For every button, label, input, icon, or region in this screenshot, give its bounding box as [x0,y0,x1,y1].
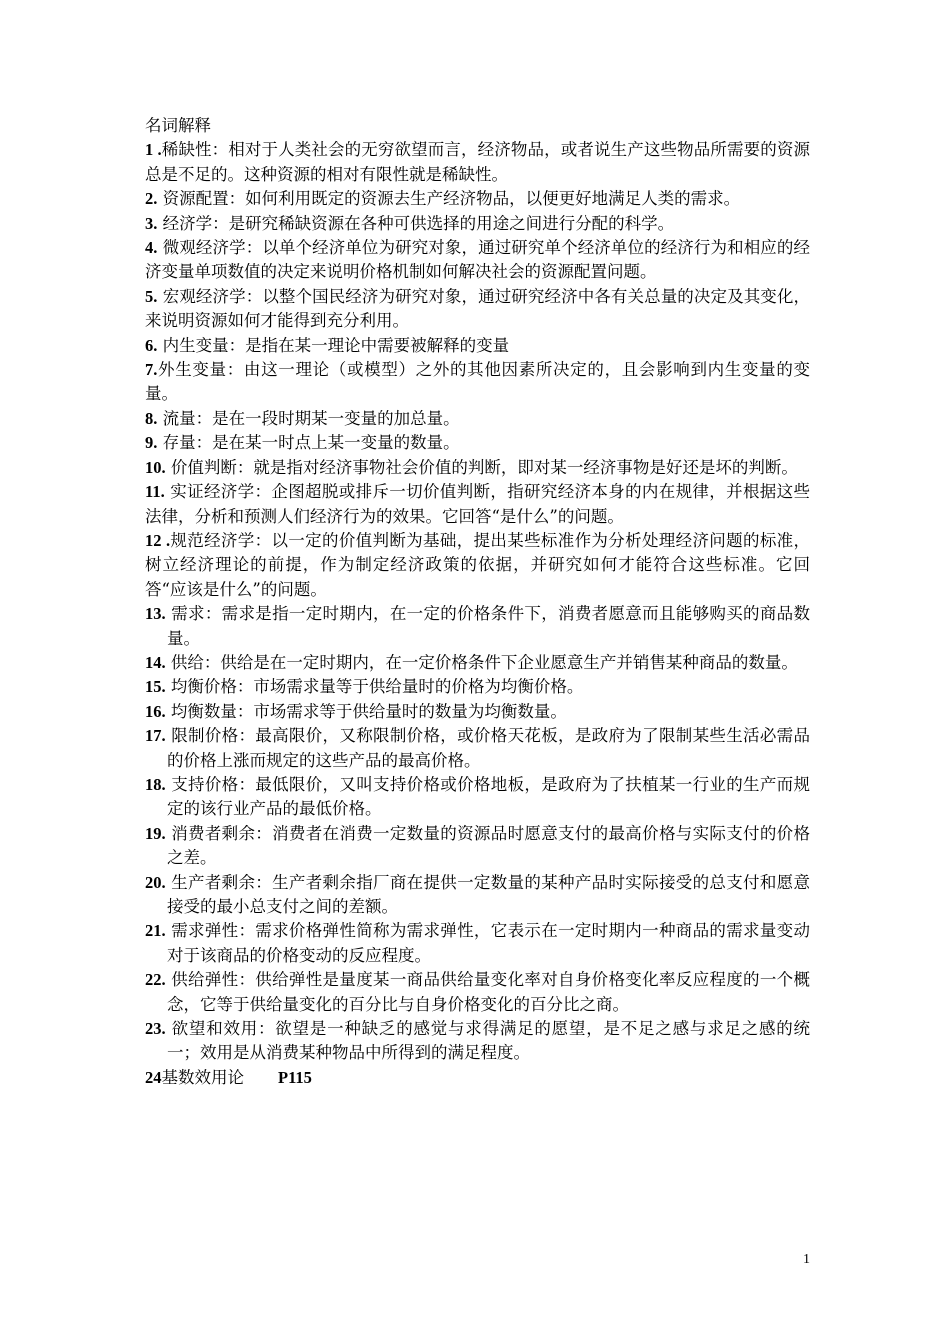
item-text: 消费者剩余：消费者在消费一定数量的资源品时愿意支付的最高价格与实际支付的价格之差。 [165,823,810,868]
item-text: 基数效用论 [161,1067,244,1087]
list-item [145,480,810,529]
document-body [145,114,810,1090]
list-item [145,919,810,968]
item-number: 11. [145,482,165,502]
page-number: 1 [803,1252,810,1267]
list-item [145,334,810,358]
item-number: 3. [145,213,158,233]
item-text: 稀缺性：相对于人类社会的无穷欲望而言，经济物品，或者说生产这些物品所需要的资源总是不足的。这种资源的相对有限性就是稀缺性。 [145,140,810,184]
item-number: 12 . [145,530,171,550]
item-text: 支持价格：最低限价，又叫支持价格或价格地板，是政府为了扶植某一行业的生产而规定的该行业产品的最低价格。 [165,774,810,819]
item-number: 24 [145,1067,162,1087]
item-number: 22. [145,970,166,990]
item-number: 14. [145,652,166,672]
item-number: 13. [145,604,166,624]
list-item [145,529,810,602]
item-text: 需求弹性：需求价格弹性简称为需求弹性，它表示在一定时期内一种商品的需求量变动对于该商品的价格变动的反应程度。 [165,921,810,965]
item-text: 价值判断：就是指对经济事物社会价值的判断，即对某一经济事物是好还是坏的判断。 [165,457,798,477]
item-text: 均衡数量：市场需求等于供给量时的数量为均衡数量。 [165,701,567,721]
item-text: 流量：是在一段时期某一变量的加总量。 [157,408,460,428]
item-number: 17. [145,726,166,746]
list-item [145,358,810,407]
list-item [145,138,810,187]
item-number: 19. [145,823,166,843]
list-item [145,1017,810,1066]
list-item [145,236,810,285]
list-item [145,773,810,822]
item-text: 资源配置：如何利用既定的资源去生产经济物品，以便更好地满足人类的需求。 [157,189,741,209]
item-text: 实证经济学：企图超脱或排斥一切价值判断，指研究经济本身的内在规律，并根据这些法律，分析和预测人们经济行为的效果。它回答“是什么”的问题。 [145,482,810,526]
item-number: 2. [145,189,158,209]
item-text: 生产者剩余：生产者剩余指厂商在提供一定数量的某种产品时实际接受的总支付和愿意接受的最小总支付之间的差额。 [165,872,810,916]
item-text: 经济学：是研究稀缺资源在各种可供选择的用途之间进行分配的科学。 [157,213,675,233]
list-item [145,871,810,920]
item-number: 4. [145,238,158,258]
item-number: 15. [145,677,166,697]
list-item [145,456,810,480]
item-text: 内生变量：是指在某一理论中需要被解释的变量 [157,335,510,355]
item-number: 1 . [145,140,162,160]
page-reference: P115 [278,1067,312,1087]
list-item [145,212,810,236]
item-text: 限制价格：最高限价，又称限制价格，或价格天花板，是政府为了限制某些生活必需品的价格上涨而规定的这些产品的最高价格。 [165,726,810,770]
item-number: 10. [145,457,166,477]
item-text: 供给弹性：供给弹性是量度某一商品供给量变化率对自身价格变化率反应程度的一个概念，它等于供给量变化的百分比与自身价格变化的百分比之商。 [165,970,810,1014]
item-text: 规范经济学：以一定的价值判断为基础，提出某些标准作为分析处理经济问题的标准，树立经济理论的前提，作为制定经济政策的依据，并研究如何才能符合这些标准。它回答“应该是什么”的问题。 [145,530,811,599]
list-item [145,724,810,773]
list-item [145,700,810,724]
list-item [145,431,810,455]
item-text: 需求：需求是指一定时期内，在一定的价格条件下，消费者愿意而且能够购买的商品数量。 [165,604,810,648]
item-number: 20. [145,872,166,892]
item-number: 8. [145,408,158,428]
list-item [145,1066,810,1090]
item-number: 18. [145,774,166,794]
item-number: 16. [145,701,166,721]
item-number: 5. [145,286,158,306]
item-text: 外生变量：由这一理论（或模型）之外的其他因素所决定的，且会影响到内生变量的变量。 [145,360,810,404]
item-text: 微观经济学：以单个经济单位为研究对象，通过研究单个经济单位的经济行为和相应的经济变量单项数值的决定来说明价格机制如何解决社会的资源配置问题。 [145,238,810,282]
list-item [145,675,810,699]
list-item [145,968,810,1017]
item-number: 7. [145,360,158,380]
item-number: 23. [145,1019,166,1039]
item-text: 供给：供给是在一定时期内，在一定价格条件下企业愿意生产并销售某种商品的数量。 [165,652,798,672]
list-item [145,602,810,651]
list-item [145,285,810,334]
list-item [145,407,810,431]
item-text: 均衡价格：市场需求量等于供给量时的价格为均衡价格。 [165,677,584,697]
item-text: 欲望和效用：欲望是一种缺乏的感觉与求得满足的愿望，是不足之感与求足之感的统一；效用是从消费某种物品中所得到的满足程度。 [165,1019,810,1063]
item-number: 21. [145,921,166,941]
section-heading: 名词解释 [145,116,211,135]
list-item [145,822,810,871]
item-number: 9. [145,433,158,453]
item-text: 存量：是在某一时点上某一变量的数量。 [157,433,460,453]
item-number: 6. [145,335,158,355]
list-item [145,187,810,211]
item-text: 宏观经济学：以整个国民经济为研究对象，通过研究经济中各有关总量的决定及其变化，来说明资源如何才能得到充分利用。 [145,286,810,331]
list-item [145,651,810,675]
